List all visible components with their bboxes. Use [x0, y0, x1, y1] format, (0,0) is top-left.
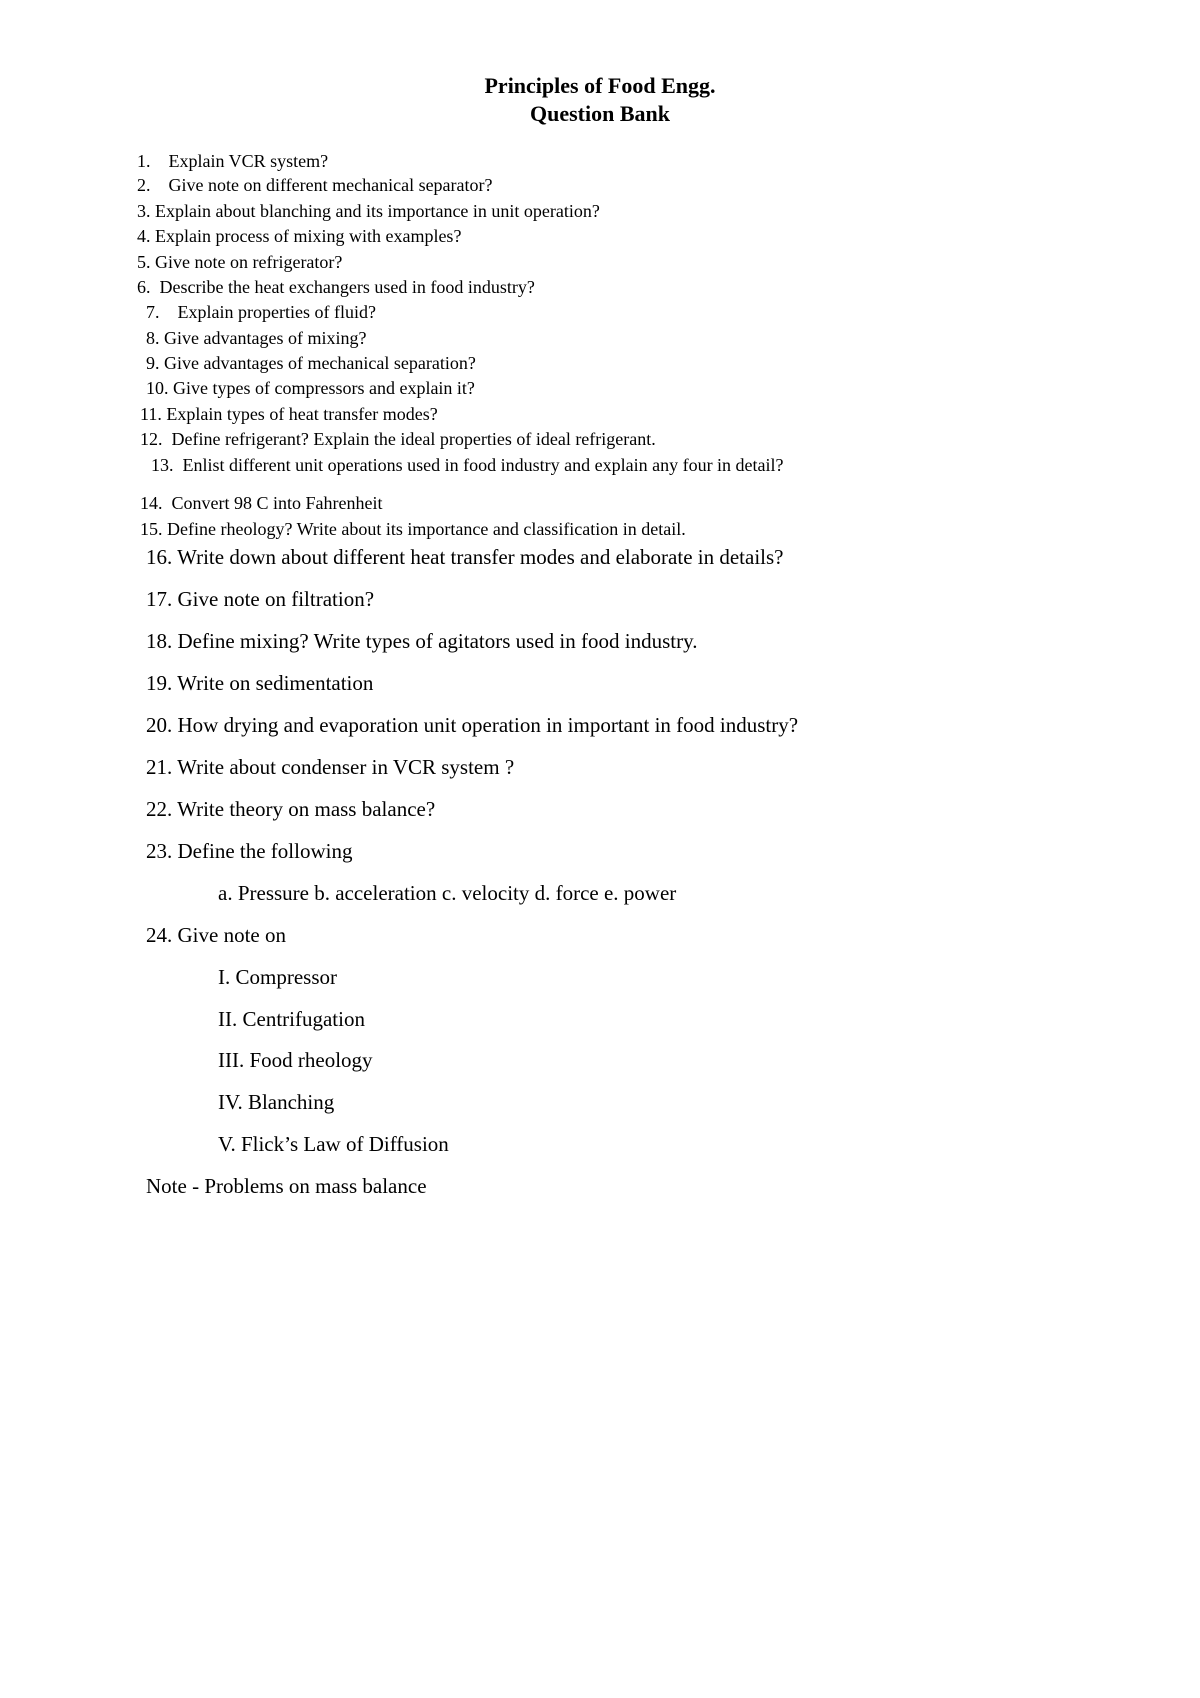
- page-subtitle: Question Bank: [530, 101, 670, 126]
- question-12: 12. Define refrigerant? Explain the ideal properties of ideal refrigerant.: [140, 429, 656, 449]
- question-14: 14. Convert 98 C into Fahrenheit: [140, 493, 383, 513]
- question-23-subparts: a. Pressure b. acceleration c. velocity d. force e. power: [218, 881, 677, 905]
- note: Note - Problems on mass balance: [146, 1174, 427, 1198]
- question-16: 16. Write down about different heat transfer modes and elaborate in details?: [146, 545, 784, 569]
- question-10: 10. Give types of compressors and explain it?: [146, 378, 475, 398]
- question-22: 22. Write theory on mass balance?: [146, 797, 436, 821]
- question-9: 9. Give advantages of mechanical separation?: [146, 353, 476, 373]
- question-7: 7. Explain properties of fluid?: [146, 302, 376, 322]
- question-24-item-1: I. Compressor: [218, 965, 337, 989]
- question-18: 18. Define mixing? Write types of agitators used in food industry.: [146, 629, 698, 653]
- question-8: 8. Give advantages of mixing?: [146, 328, 367, 348]
- question-11: 11. Explain types of heat transfer modes?: [140, 404, 438, 424]
- question-15: 15. Define rheology? Write about its importance and classification in detail.: [140, 519, 686, 539]
- question-20: 20. How drying and evaporation unit operation in important in food industry?: [146, 713, 799, 737]
- question-24-item-2: II. Centrifugation: [218, 1007, 365, 1031]
- question-5: 5. Give note on refrigerator?: [137, 252, 343, 272]
- question-13: 13. Enlist different unit operations used in food industry and explain any four in detail?: [151, 455, 784, 475]
- question-24-item-4: IV. Blanching: [218, 1090, 335, 1114]
- question-1: 1. Explain VCR system?: [137, 151, 329, 171]
- question-6: 6. Describe the heat exchangers used in food industry?: [137, 277, 535, 297]
- question-24-item-3: III. Food rheology: [218, 1048, 373, 1072]
- question-2: 2. Give note on different mechanical separator?: [137, 175, 493, 195]
- page-title: Principles of Food Engg.: [484, 73, 716, 98]
- question-23: 23. Define the following: [146, 839, 353, 863]
- question-19: 19. Write on sedimentation: [146, 671, 374, 695]
- question-24-item-5: V. Flick’s Law of Diffusion: [218, 1132, 449, 1156]
- question-4: 4. Explain process of mixing with examples?: [137, 226, 462, 246]
- question-3: 3. Explain about blanching and its importance in unit operation?: [137, 201, 600, 221]
- question-21: 21. Write about condenser in VCR system ?: [146, 755, 515, 779]
- question-17: 17. Give note on filtration?: [146, 587, 375, 611]
- question-24: 24. Give note on: [146, 923, 286, 947]
